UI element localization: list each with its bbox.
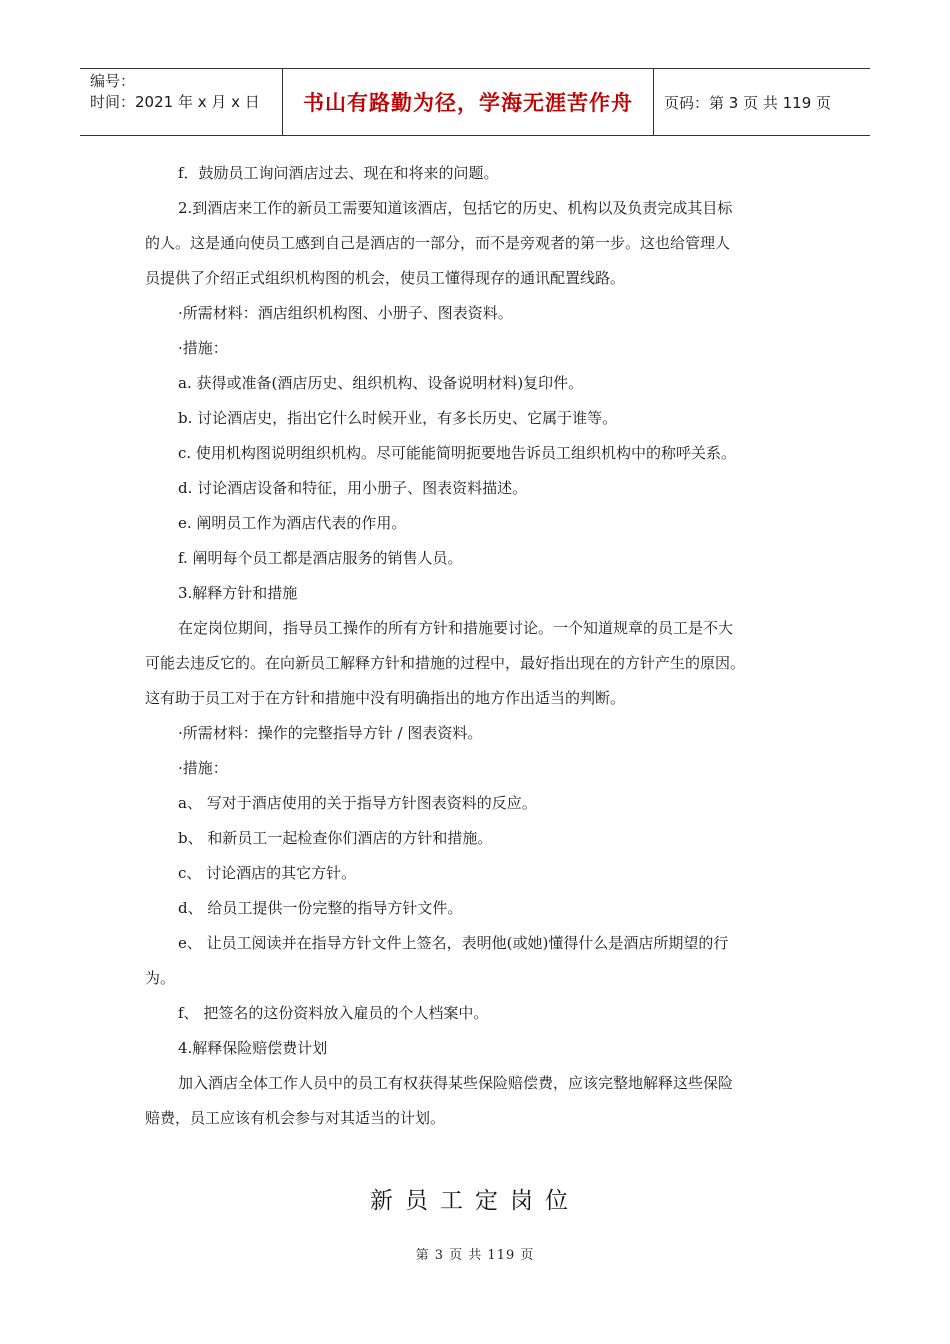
- paragraph: ·所需材料：操作的完整指导方针 / 图表资料。: [178, 724, 483, 742]
- paragraph: ·措施：: [178, 339, 228, 357]
- paragraph: ·措施：: [178, 759, 228, 777]
- list-item: a、 写对于酒店使用的关于指导方针图表资料的反应。: [178, 794, 537, 812]
- paragraph: f．鼓励员工询问酒店过去、现在和将来的问题。: [178, 164, 499, 182]
- paragraph: 在定岗位期间，指导员工操作的所有方针和措施要讨论。一个知道规章的员工是不大: [178, 619, 734, 637]
- list-item: b、 和新员工一起检查你们酒店的方针和措施。: [178, 829, 493, 847]
- paragraph: 加入酒店全体工作人员中的员工有权获得某些保险赔偿费，应该完整地解释这些保险: [178, 1074, 734, 1092]
- header-motto: 书山有路勤为径，学海无涯苦作舟: [282, 69, 654, 135]
- page-title: 新员工定岗位: [370, 1188, 580, 1214]
- paragraph: 可能去违反它的。在向新员工解释方针和措施的过程中，最好指出现在的方针产生的原因。: [145, 654, 746, 672]
- page-footer: 第 3 页 共 119 页: [415, 1248, 535, 1263]
- paragraph: 赔费，员工应该有机会参与对其适当的计划。: [145, 1109, 446, 1127]
- list-item: f. 阐明每个员工都是酒店服务的销售人员。: [178, 549, 463, 567]
- header-page-info: 页码：第 3 页 共 119 页: [664, 93, 832, 112]
- section-heading: 3.解释方针和措施: [178, 584, 298, 602]
- list-item: c、 讨论酒店的其它方针。: [178, 864, 357, 882]
- paragraph: 的人。这是通向使员工感到自己是酒店的一部分，而不是旁观者的第一步。这也给管理人: [145, 234, 731, 252]
- list-item: d. 讨论酒店设备和特征，用小册子、图表资料描述。: [178, 479, 528, 497]
- paragraph: 为。: [145, 969, 176, 987]
- list-item: e. 阐明员工作为酒店代表的作用。: [178, 514, 407, 532]
- list-item: e、 让员工阅读并在指导方针文件上签名，表明他(或她)懂得什么是酒店所期望的行: [178, 934, 729, 952]
- list-item: c. 使用机构图说明组织机构。尽可能能简明扼要地告诉员工组织机构中的称呼关系。: [178, 444, 736, 462]
- list-item: d、 给员工提供一份完整的指导方针文件。: [178, 899, 463, 917]
- header-meta: [80, 69, 282, 135]
- section-heading: 4.解释保险赔偿费计划: [178, 1039, 328, 1057]
- document-body: [145, 156, 810, 1136]
- list-item: f、 把签名的这份资料放入雇员的个人档案中。: [178, 1004, 489, 1022]
- number-label: 编号：: [90, 72, 136, 90]
- date-label: 时间：2021 年 x 月 x 日: [90, 93, 260, 111]
- page-header: [80, 68, 870, 136]
- paragraph: 2.到酒店来工作的新员工需要知道该酒店，包括它的历史、机构以及负责完成其目标: [178, 199, 733, 217]
- list-item: b. 讨论酒店史，指出它什么时候开业，有多长历史、它属于谁等。: [178, 409, 618, 427]
- paragraph: 这有助于员工对于在方针和措施中没有明确指出的地方作出适当的判断。: [145, 689, 626, 707]
- paragraph: 员提供了介绍正式组织机构图的机会，使员工懂得现存的通讯配置线路。: [145, 269, 626, 287]
- list-item: a. 获得或准备(酒店历史、组织机构、设备说明材料)复印件。: [178, 374, 584, 392]
- paragraph: ·所需材料：酒店组织机构图、小册子、图表资料。: [178, 304, 513, 322]
